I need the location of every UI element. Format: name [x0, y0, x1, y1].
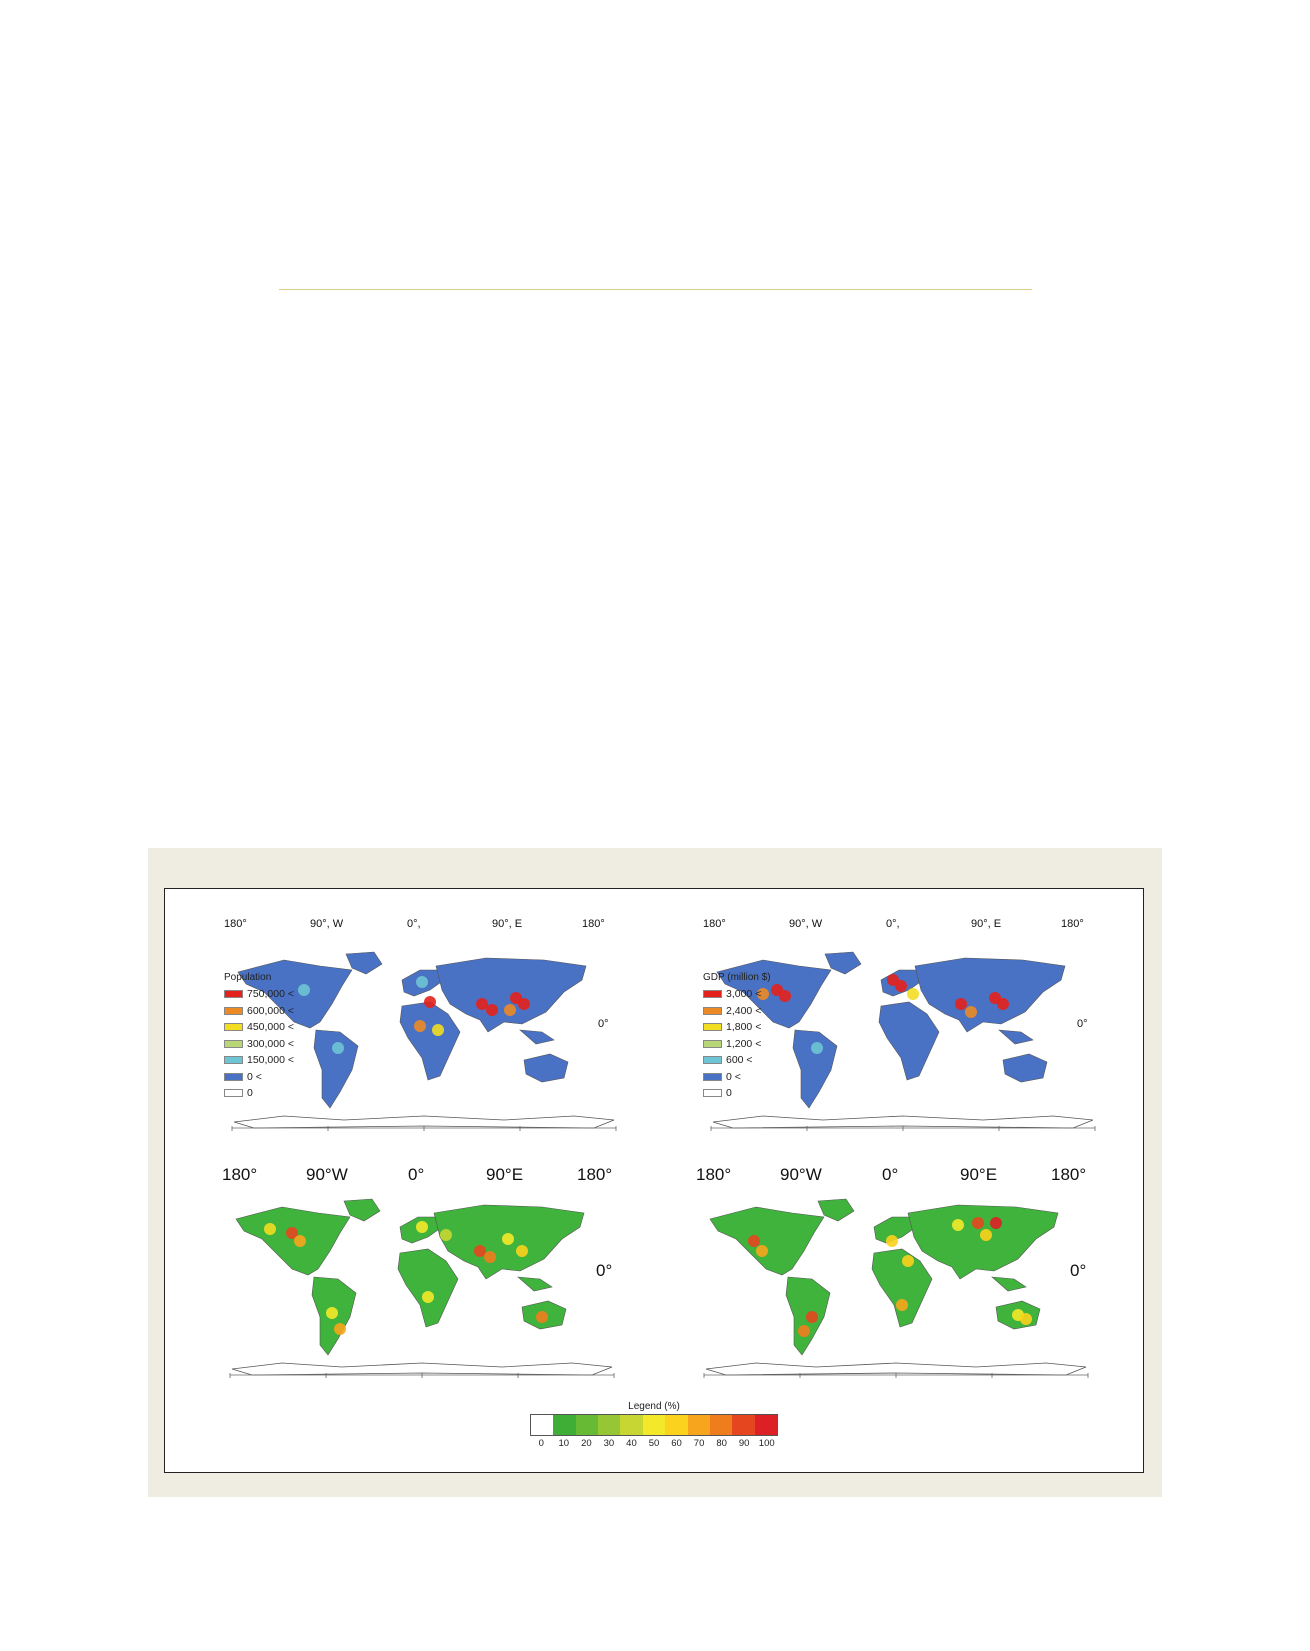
- intensity-patch: [298, 984, 310, 996]
- lon-label: 90°W: [306, 1165, 348, 1184]
- legend-label: 0: [247, 1087, 253, 1100]
- colorbar-title: Legend (%): [628, 1401, 680, 1412]
- intensity-patch: [264, 1223, 276, 1235]
- colorbar-tick: 50: [648, 1438, 660, 1449]
- intensity-patch: [965, 1006, 977, 1018]
- legend-label: 2,400 <: [726, 1004, 762, 1017]
- intensity-patch: [476, 998, 488, 1010]
- colorbar-tick: 90: [738, 1438, 750, 1449]
- australia-shape: [1003, 1054, 1047, 1082]
- intensity-patch: [1020, 1313, 1032, 1325]
- legend-swatch: [703, 1040, 722, 1048]
- intensity-patch: [332, 1042, 344, 1054]
- intensity-patch: [997, 998, 1009, 1010]
- intensity-patch: [756, 1245, 768, 1257]
- lon-label: 90°, W: [310, 918, 344, 930]
- world-map-graphic: [222, 1165, 622, 1375]
- intensity-patch: [484, 1251, 496, 1263]
- legend-label: 450,000 <: [247, 1021, 295, 1034]
- legend-label: 300,000 <: [247, 1037, 295, 1050]
- intensity-patch: [806, 1311, 818, 1323]
- legend-swatch: [224, 1056, 243, 1064]
- intensity-patch: [294, 1235, 306, 1247]
- world-map-graphic: [696, 1165, 1096, 1375]
- header-rule: [279, 289, 1032, 290]
- intensity-patch: [902, 1255, 914, 1267]
- south-america-shape: [314, 1030, 358, 1108]
- legend-title: Population: [224, 972, 272, 983]
- lon-label: 90°, E: [971, 918, 1002, 930]
- legend-items: [224, 986, 294, 1102]
- lon-label: 90°E: [486, 1165, 524, 1184]
- colorbar-tick: 80: [716, 1438, 727, 1449]
- legend-item: [224, 1052, 294, 1069]
- legend-swatch: [703, 1089, 722, 1097]
- africa-shape: [398, 1249, 458, 1327]
- lon-label: 0°: [882, 1165, 899, 1184]
- intensity-patch: [334, 1323, 346, 1335]
- legend-swatch: [703, 1056, 722, 1064]
- intensity-patch: [886, 1235, 898, 1247]
- legend-item: [224, 1036, 294, 1053]
- legend-label: 150,000 <: [247, 1054, 295, 1067]
- colorbar-tick: 60: [671, 1438, 682, 1449]
- legend-swatch: [224, 1073, 243, 1081]
- southeast-asia-shape: [520, 1030, 554, 1044]
- colorbar-step: [732, 1415, 754, 1435]
- legend-item: [224, 986, 294, 1003]
- legend-label: 1,800 <: [726, 1021, 762, 1034]
- intensity-patch: [504, 1004, 516, 1016]
- legend-swatch: [224, 990, 243, 998]
- intensity-patch: [502, 1233, 514, 1245]
- colorbar-step: [710, 1415, 732, 1435]
- intensity-patch: [748, 1235, 760, 1247]
- intensity-patch: [326, 1307, 338, 1319]
- intensity-patch: [486, 1004, 498, 1016]
- lon-label: 90°E: [960, 1165, 998, 1184]
- intensity-patch: [980, 1229, 992, 1241]
- legend-swatch: [224, 1040, 243, 1048]
- colorbar-tick: 20: [581, 1438, 592, 1449]
- equator-label: 0°: [1070, 1261, 1087, 1280]
- southeast-asia-shape: [992, 1277, 1026, 1291]
- colorbar-tick: 100: [758, 1438, 775, 1449]
- legend-label: 1,200 <: [726, 1037, 762, 1050]
- colorbar-step: [688, 1415, 710, 1435]
- intensity-patch: [516, 1245, 528, 1257]
- legend-item: [224, 1085, 294, 1102]
- legend-item: [703, 1003, 771, 1020]
- colorbar-step: [665, 1415, 687, 1435]
- intensity-patch: [474, 1245, 486, 1257]
- asia-shape: [908, 1205, 1058, 1279]
- intensity-patch: [990, 1217, 1002, 1229]
- intensity-patch: [907, 988, 919, 1000]
- intensity-patch: [424, 996, 436, 1008]
- legend-item: [224, 1069, 294, 1086]
- colorbar-tick: 40: [626, 1438, 637, 1449]
- legend-item: [703, 1085, 771, 1102]
- percent-map-left: [222, 1165, 622, 1375]
- intensity-patch: [895, 980, 907, 992]
- colorbar-step: [531, 1415, 553, 1435]
- intensity-patch: [955, 998, 967, 1010]
- legend-swatch: [703, 990, 722, 998]
- lon-label: 0°,: [407, 918, 421, 930]
- equator-label: 0°: [1077, 1018, 1088, 1030]
- legend-item: [224, 1019, 294, 1036]
- colorbar-tick: 0: [538, 1438, 544, 1449]
- lon-label: 180°: [696, 1165, 732, 1184]
- legend-title: GDP (million $): [703, 972, 771, 983]
- colorbar-step: [553, 1415, 575, 1435]
- intensity-patch: [952, 1219, 964, 1231]
- intensity-patch: [416, 976, 428, 988]
- legend-swatch: [703, 1023, 722, 1031]
- australia-shape: [524, 1054, 568, 1082]
- intensity-patch: [779, 990, 791, 1002]
- legend-label: 3,000 <: [726, 988, 762, 1001]
- intensity-patch: [536, 1311, 548, 1323]
- legend-swatch: [224, 1023, 243, 1031]
- legend-items: [703, 986, 771, 1102]
- intensity-patch: [518, 998, 530, 1010]
- africa-shape: [879, 1002, 939, 1080]
- legend-label: 0: [726, 1087, 732, 1100]
- legend-label: 0 <: [726, 1070, 741, 1083]
- intensity-patch: [414, 1020, 426, 1032]
- colorbar-tick: 10: [558, 1438, 570, 1449]
- lon-label: 0°: [408, 1165, 425, 1184]
- lon-label: 90°W: [780, 1165, 822, 1184]
- intensity-patch: [811, 1042, 823, 1054]
- lon-label: 0°,: [886, 918, 900, 930]
- legend-swatch: [703, 1073, 722, 1081]
- intensity-patch: [798, 1325, 810, 1337]
- legend-item: [703, 1052, 771, 1069]
- intensity-patch: [972, 1217, 984, 1229]
- legend-swatch: [224, 1007, 243, 1015]
- colorbar-ticks: [530, 1436, 778, 1450]
- percent-colorbar: [530, 1401, 778, 1450]
- north-america-shape: [710, 1207, 824, 1275]
- legend-label: 600,000 <: [247, 1004, 295, 1017]
- legend-label: 750,000 <: [247, 988, 295, 1001]
- intensity-patch: [896, 1299, 908, 1311]
- lon-label: 180°: [1061, 918, 1084, 930]
- colorbar-step: [598, 1415, 620, 1435]
- lon-label: 180°: [703, 918, 726, 930]
- southeast-asia-shape: [999, 1030, 1033, 1044]
- north-america-shape: [236, 1207, 350, 1275]
- africa-shape: [872, 1249, 932, 1327]
- intensity-patch: [416, 1221, 428, 1233]
- colorbar-tick: 70: [693, 1438, 705, 1449]
- percent-map-right: [696, 1165, 1096, 1375]
- population-map: [224, 918, 624, 1128]
- legend-label: 600 <: [726, 1054, 753, 1067]
- legend-item: [703, 986, 771, 1003]
- lon-label: 90°, E: [492, 918, 523, 930]
- population-legend: [224, 972, 294, 1102]
- intensity-patch: [440, 1229, 452, 1241]
- equator-label: 0°: [598, 1018, 609, 1030]
- africa-shape: [400, 1002, 460, 1080]
- gdp-legend: [703, 972, 771, 1102]
- lon-label: 180°: [1051, 1165, 1087, 1184]
- equator-label: 0°: [596, 1261, 613, 1280]
- legend-item: [703, 1036, 771, 1053]
- lon-label: 180°: [582, 918, 605, 930]
- lon-label: 180°: [577, 1165, 613, 1184]
- southeast-asia-shape: [518, 1277, 552, 1291]
- legend-swatch: [703, 1007, 722, 1015]
- colorbar-step: [755, 1415, 777, 1435]
- legend-label: 0 <: [247, 1070, 262, 1083]
- colorbar-tick: 30: [603, 1438, 615, 1449]
- colorbar-step: [576, 1415, 598, 1435]
- legend-item: [224, 1003, 294, 1020]
- lon-label: 90°, W: [789, 918, 823, 930]
- legend-item: [703, 1069, 771, 1086]
- colorbar-swatches: [530, 1414, 778, 1436]
- colorbar-step: [620, 1415, 642, 1435]
- intensity-patch: [422, 1291, 434, 1303]
- colorbar-step: [643, 1415, 665, 1435]
- intensity-patch: [432, 1024, 444, 1036]
- gdp-map: [703, 918, 1103, 1128]
- lon-label: 180°: [224, 918, 247, 930]
- legend-item: [703, 1019, 771, 1036]
- legend-swatch: [224, 1089, 243, 1097]
- south-america-shape: [793, 1030, 837, 1108]
- lon-label: 180°: [222, 1165, 258, 1184]
